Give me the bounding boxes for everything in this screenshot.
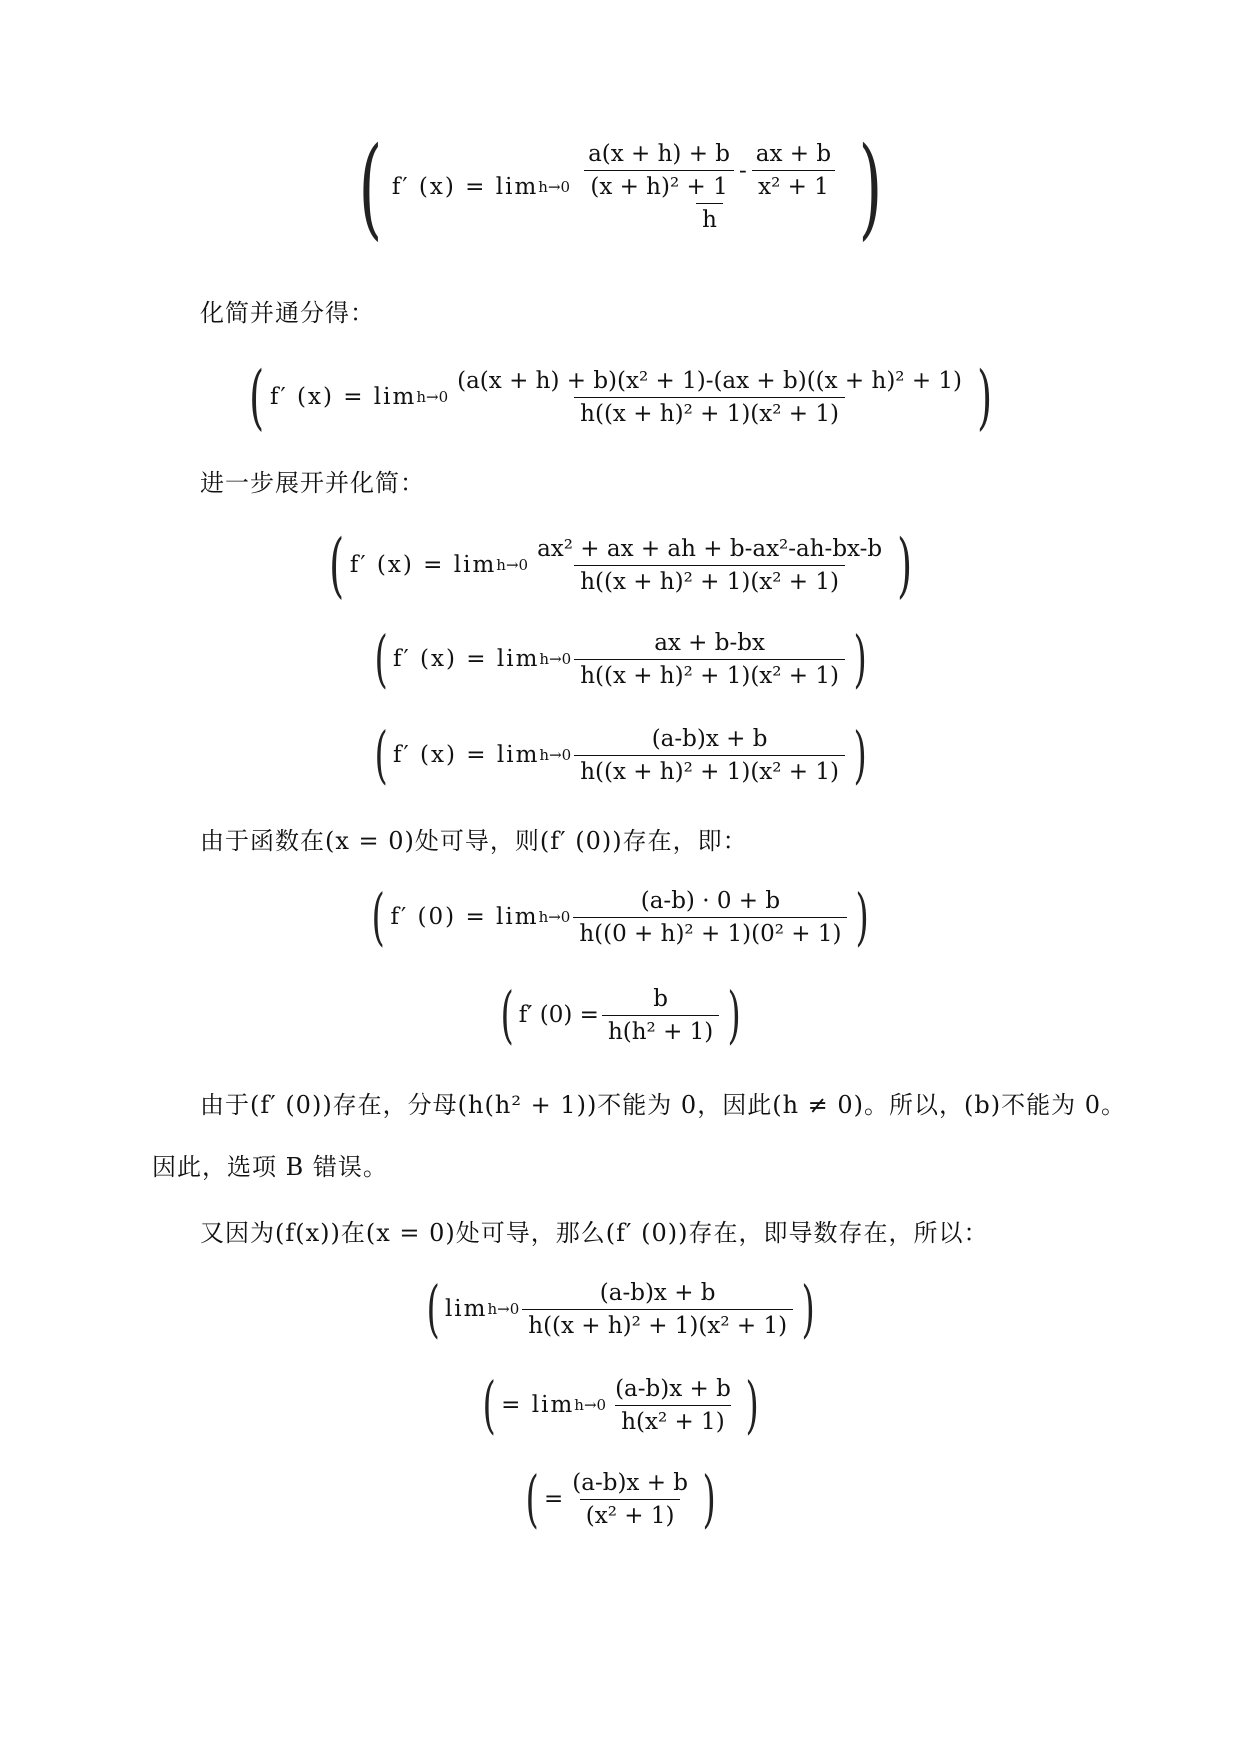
- fraction-numerator: (a-b)x + b: [651, 725, 768, 752]
- equation-3: [0, 524, 1241, 606]
- equation-8: [0, 1272, 1241, 1345]
- paragraph-1: 化简并通分得：: [200, 299, 375, 327]
- equation-lhs: f′ (x) = lim: [269, 384, 417, 410]
- limit-subscript: h→0: [487, 1300, 520, 1318]
- fraction-denominator: x² + 1: [752, 170, 835, 200]
- limit-subscript: h→0: [538, 908, 571, 926]
- fraction-numerator: (a-b)x + b: [572, 1469, 689, 1496]
- fraction-denominator: h((0 + h)² + 1)(0² + 1): [573, 917, 847, 947]
- equation-7: [0, 978, 1241, 1051]
- fraction-numerator: a(x + h) + b: [588, 141, 731, 167]
- equation-lhs: f′ (0) =: [518, 1002, 599, 1028]
- limit-subscript: h→0: [539, 746, 572, 764]
- right-paren: ): [853, 718, 867, 791]
- limit-subscript: h→0: [539, 650, 572, 668]
- equation-5: [0, 718, 1241, 791]
- fraction-denominator: h(h² + 1): [602, 1015, 719, 1045]
- paragraph-3: 由于函数在(x = 0)处可导，则(f′ (0))存在，即：: [200, 827, 748, 855]
- right-paren: ): [745, 1368, 759, 1441]
- fraction-numerator: b: [653, 985, 668, 1012]
- fraction-denominator: h: [696, 203, 723, 233]
- fraction: [573, 888, 847, 947]
- paragraph-2: 进一步展开并化简：: [200, 469, 425, 497]
- inner-fraction-2: [750, 141, 837, 200]
- minus-sign: -: [739, 157, 747, 184]
- limit-subscript: h→0: [574, 1396, 607, 1414]
- right-paren: ): [702, 1462, 716, 1535]
- left-paren: (: [426, 1272, 440, 1345]
- right-paren: ): [801, 1272, 815, 1345]
- fraction: [566, 1470, 694, 1529]
- fraction: [451, 368, 968, 427]
- equation-9: [0, 1368, 1241, 1441]
- fraction-numerator: ax + b-bx: [654, 629, 765, 656]
- equation-lhs: f′ (x) = lim: [393, 646, 540, 672]
- equation-1: [0, 123, 1241, 251]
- left-paren: (: [374, 622, 388, 695]
- paragraph-5: 因此，选项 B 错误。: [152, 1153, 388, 1181]
- left-paren: (: [499, 978, 514, 1051]
- fraction-numerator: (a(x + h) + b)(x² + 1)-(ax + b)((x + h)² + 1): [457, 367, 963, 394]
- fraction-denominator: h((x + h)² + 1)(x² + 1): [574, 755, 845, 785]
- equation-lhs: lim: [444, 1296, 488, 1322]
- right-paren: ): [855, 880, 870, 953]
- limit-subscript: h→0: [496, 556, 529, 574]
- fraction-denominator: h((x + h)² + 1)(x² + 1): [522, 1309, 793, 1339]
- fraction-numerator: (a-b)x + b: [615, 1375, 731, 1402]
- left-paren: (: [358, 123, 383, 251]
- fraction-denominator: (x² + 1): [580, 1499, 681, 1529]
- fraction: [531, 536, 888, 595]
- right-paren: ): [727, 978, 742, 1051]
- equation-lhs: f′ (x) = lim: [393, 742, 540, 768]
- right-paren: ): [858, 123, 883, 251]
- inner-fraction-1: [582, 141, 736, 200]
- fraction-denominator: h(x² + 1): [615, 1405, 730, 1435]
- equation-lhs: =: [543, 1486, 564, 1512]
- fraction-denominator: h((x + h)² + 1)(x² + 1): [574, 565, 845, 595]
- equation-lhs: f′ (0) = lim: [390, 904, 539, 930]
- right-paren: ): [853, 622, 867, 695]
- fraction-numerator: ax + b: [755, 141, 832, 167]
- equation-2: [0, 356, 1241, 438]
- fraction-numerator: (a-b)x + b: [599, 1279, 716, 1306]
- equation-lhs: f′ (x) = lim: [349, 552, 497, 578]
- fraction: [609, 1376, 737, 1435]
- fraction-denominator: h((x + h)² + 1)(x² + 1): [574, 659, 845, 689]
- outer-fraction: [573, 141, 846, 233]
- equation-10: [0, 1462, 1241, 1535]
- fraction: [574, 726, 845, 785]
- fraction: [574, 630, 845, 689]
- equation-lhs: f′ (x) = lim: [391, 174, 539, 200]
- right-paren: ): [897, 524, 913, 606]
- fraction-denominator: (x + h)² + 1: [584, 170, 733, 200]
- limit-subscript: h→0: [416, 388, 449, 406]
- equation-lhs: = lim: [501, 1392, 575, 1418]
- limit-subscript: h→0: [538, 178, 571, 196]
- left-paren: (: [525, 1462, 539, 1535]
- paragraph-4: 由于(f′ (0))存在，分母(h(h² + 1))不能为 0，因此(h ≠ 0)。所以，(b)不能为 0。: [200, 1091, 1127, 1119]
- fraction-numerator: (a-b) · 0 + b: [640, 887, 781, 914]
- fraction: [602, 986, 719, 1045]
- fraction: [522, 1280, 793, 1339]
- equation-6: [0, 880, 1241, 953]
- left-paren: (: [374, 718, 388, 791]
- right-paren: ): [977, 356, 993, 438]
- left-paren: (: [482, 1368, 496, 1441]
- paragraph-6: 又因为(f(x))在(x = 0)处可导，那么(f′ (0))存在，即导数存在，所以：: [200, 1219, 989, 1247]
- fraction-numerator: ax² + ax + ah + b-ax²-ah-bx-b: [537, 535, 883, 562]
- equation-4: [0, 622, 1241, 695]
- left-paren: (: [248, 356, 264, 438]
- fraction-denominator: h((x + h)² + 1)(x² + 1): [574, 397, 845, 427]
- left-paren: (: [371, 880, 386, 953]
- left-paren: (: [328, 524, 344, 606]
